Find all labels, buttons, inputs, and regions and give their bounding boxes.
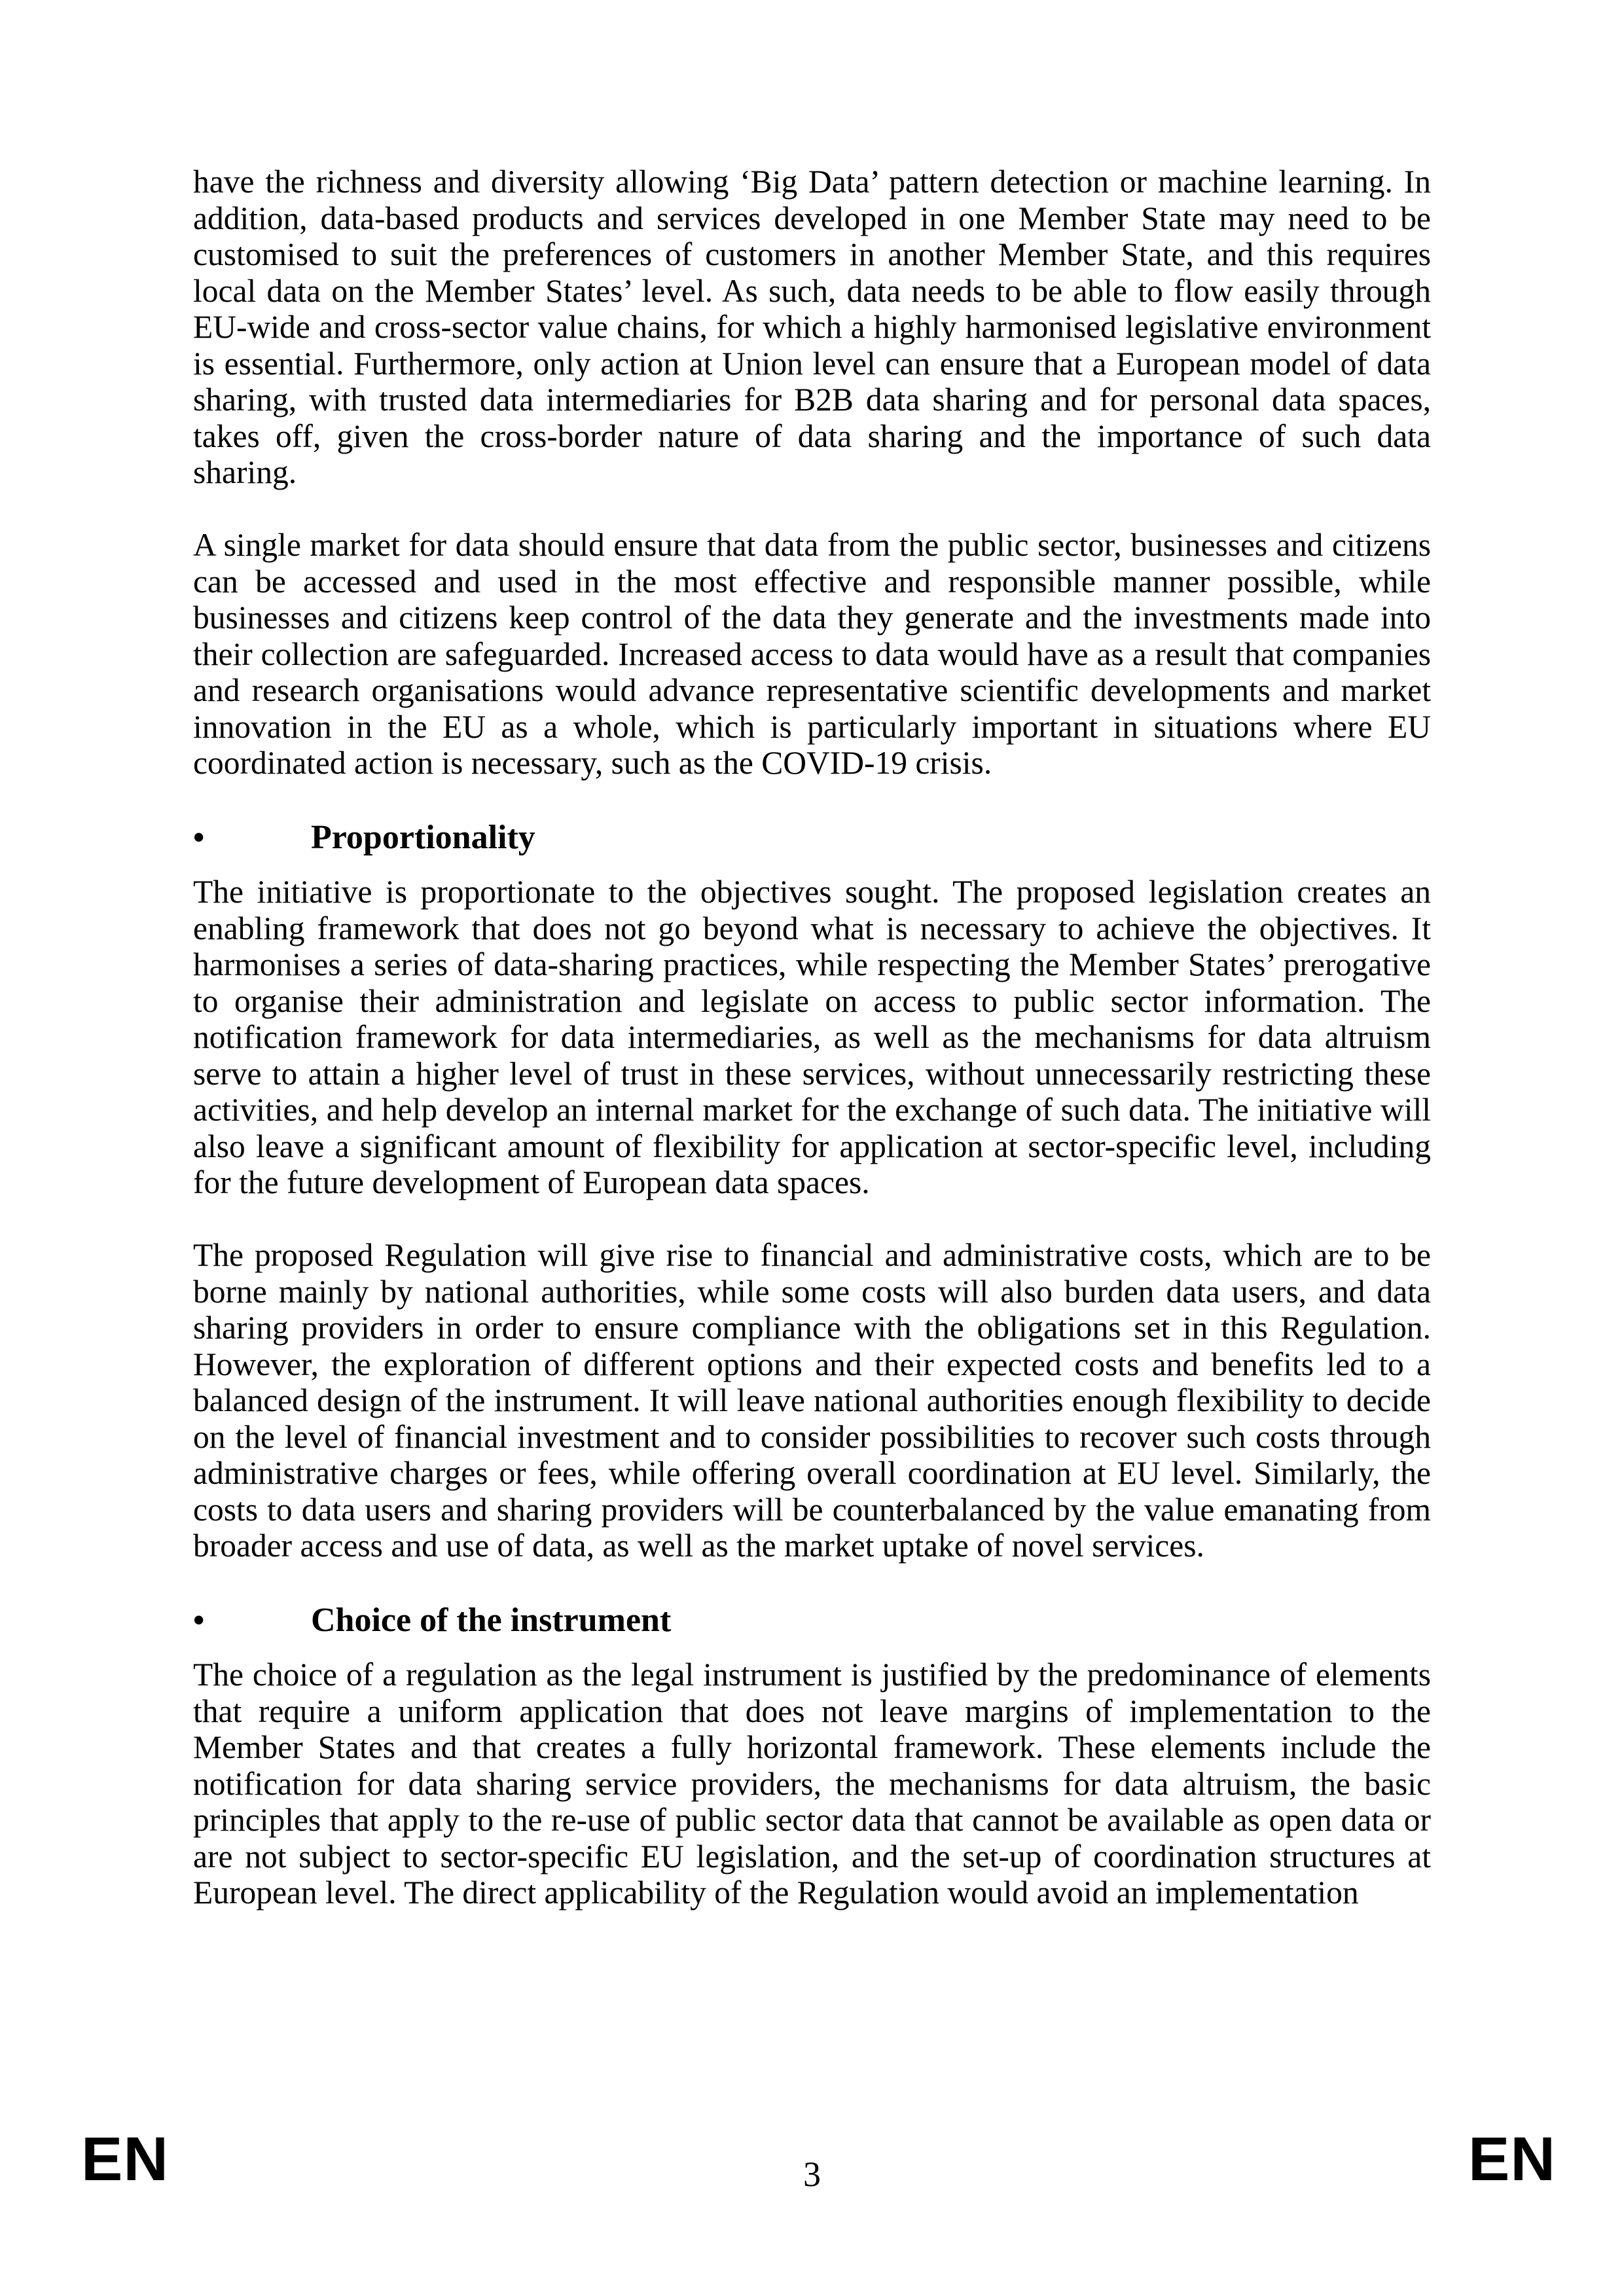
body-paragraph: The choice of a regulation as the legal instrument is justified by the predominance of elements that require a uniform application that does not leave margins of implementation to the Member States and that creates a fully horizontal framework. These elements include the notification for data sharing service providers, the mechanisms for data altruism, the basic principles that apply to the re-use of public sector data that cannot be available as open data or are not subject to sector-specific EU legislation, and the set-up of coordination structures at European level. The direct applicability of the Regulation would avoid an implementation: [193, 1657, 1431, 1910]
body-paragraph: have the richness and diversity allowing ‘Big Data’ pattern detection or machine learning. In addition, data-based products and services developed in one Member State may need to be customised to suit the preferences of customers in another Member State, and this requires local data on the Member States’ level. As such, data needs to be able to flow easily through EU-wide and cross-sector value chains, for which a highly harmonised legislative environment is essential. Furthermore, only action at Union level can ensure that a European model of data sharing, with trusted data intermediaries for B2B data sharing and for personal data spaces, takes off, given the cross-border nature of data sharing and the importance of such data sharing.: [193, 164, 1431, 490]
section-heading-proportionality: [193, 817, 1431, 858]
section-heading-label: Choice of the instrument: [311, 1602, 672, 1639]
section-heading-choice-of-instrument: [193, 1600, 1431, 1641]
page-number: 3: [803, 2155, 821, 2194]
section-heading-label: Proportionality: [311, 819, 535, 856]
footer-language-code-left: EN: [81, 2125, 169, 2194]
bullet-icon: •: [193, 1602, 205, 1638]
body-paragraph: The initiative is proportionate to the objectives sought. The proposed legislation creates an enabling framework that does not go beyond what is necessary to achieve the objectives. It harmonises a series of data-sharing practices, while respecting the Member States’ prerogative to organise their administration and legislate on access to public sector information. The notification framework for data intermediaries, as well as the mechanisms for data altruism serve to attain a higher level of trust in these services, without unnecessarily restricting these activities, and help develop an internal market for the exchange of such data. The initiative will also leave a significant amount of flexibility for application at sector-specific level, including for the future development of European data spaces.: [193, 874, 1431, 1200]
body-paragraph: The proposed Regulation will give rise to financial and administrative costs, which are to be borne mainly by national authorities, while some costs will also burden data users, and data sharing providers in order to ensure compliance with the obligations set in this Regulation. However, the exploration of different options and their expected costs and benefits led to a balanced design of the instrument. It will leave national authorities enough flexibility to decide on the level of financial investment and to consider possibilities to recover such costs through administrative charges or fees, while offering overall coordination at EU level. Similarly, the costs to data users and sharing providers will be counterbalanced by the value emanating from broader access and use of data, as well as the market uptake of novel services.: [193, 1237, 1431, 1564]
bullet-icon: •: [193, 819, 205, 855]
footer-language-code-right: EN: [1468, 2125, 1556, 2194]
body-paragraph: A single market for data should ensure that data from the public sector, businesses and citizens can be accessed and used in the most effective and responsible manner possible, while businesses and citizens keep control of the data they generate and the investments made into their collection are safeguarded. Increased access to data would have as a result that companies and research organisations would advance representative scientific developments and market innovation in the EU as a whole, which is particularly important in situations where EU coordinated action is necessary, such as the COVID-19 crisis.: [193, 527, 1431, 781]
